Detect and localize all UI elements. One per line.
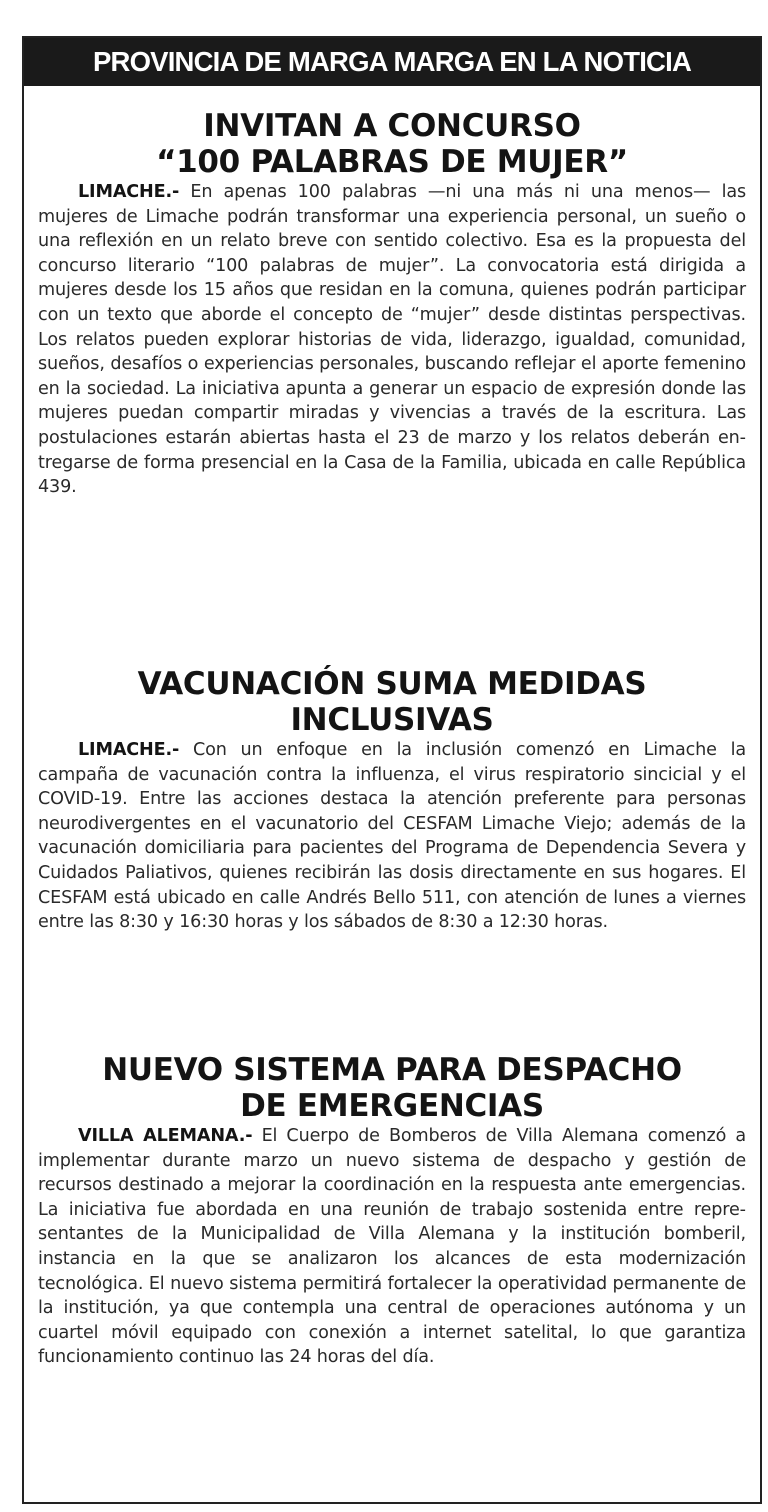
article-concurso (38, 108, 746, 500)
article-text: El Cuerpo de Bomberos de Villa Alemana comenzó a implementar durante marzo un nuevo sistema de despacho y gestión de recursos destinado a mejorar la coordinación en la respuesta ante emergencias. La iniciativa fue abordada en una reunión de trabajo sostenida entre representantes de la Municipalidad de Villa Alemana y la institución bomberil, instancia en la que se analizaron los alcances de esta modernización tecnológica. El nuevo sistema permitirá fortalecer la operatividad permanente de la institución, ya que contempla una central de operaciones autónoma y un cuartel móvil equipado con conexión a internet satelital, lo que garantiza funcionamiento continuo las 24 horas del día. (38, 1126, 746, 1368)
article-text: Con un enfoque en la inclusión comenzó en Limache la campaña de vacunación contra la influenza, el virus respiratorio sincicial y el COVID-19. Entre las acciones destaca la atención preferente para personas neurodivergentes en el vacunatorio del CESFAM Limache Viejo; además de la vacunación domiciliaria para pacientes del Programa de Dependencia Severa y Cuidados Paliativos, quienes recibirán las dosis directamente en sus hogares. El CESFAM está ubicado en calle Andrés Bello 511, con atención de lunes a viernes entre las 8:30 y 16:30 horas y los sábados de 8:30 a 12:30 horas. (38, 740, 746, 933)
headline-line: VACUNACIÓN SUMA MEDIDAS (137, 666, 647, 702)
headline-line: “100 PALABRAS DE MUJER” (156, 144, 628, 180)
article-emergencias (38, 1052, 746, 1370)
dateline: LIMACHE.- (78, 182, 180, 202)
dateline: LIMACHE.- (78, 740, 180, 760)
headline-line: DE EMERGENCIAS (240, 1088, 544, 1124)
article-body (38, 738, 746, 935)
article-vacunacion (38, 666, 746, 935)
news-box (22, 36, 762, 1504)
headline-line: NUEVO SISTEMA PARA DESPACHO (102, 1052, 682, 1088)
section-banner: PROVINCIA DE MARGA MARGA EN LA NOTICIA (24, 38, 760, 86)
article-headline (38, 1052, 746, 1124)
article-text: En apenas 100 palabras —ni una más ni una menos— las mujeres de Limache podrán transformar una experiencia personal, un sueño o una reflexión en un relato breve con sentido colectivo. Esa es la propuesta del concurso literario “100 palabras de mujer”. La convocatoria está dirigida a mujeres desde los 15 años que residan en la comuna, quienes podrán participar con un texto que aborde el concepto de “mujer” desde distintas perspectivas. Los relatos pueden explorar historias de vida, liderazgo, igualdad, comunidad, sueños, desafíos o experiencias personales, buscando reflejar el aporte femenino en la sociedad. La iniciativa apunta a generar un espacio de expresión donde las mujeres puedan compartir miradas y vivencias a través de la escritura. Las postulaciones estarán abiertas hasta el 23 de marzo y los relatos deberán entregarse de forma presencial en la Casa de la Familia, ubicada en calle República 439. (38, 182, 746, 498)
headline-line: INVITAN A CONCURSO (203, 108, 581, 144)
article-headline (38, 666, 746, 738)
headline-line: INCLUSIVAS (290, 702, 494, 738)
article-body (38, 180, 746, 500)
article-body (38, 1124, 746, 1370)
dateline: VILLA ALEMANA.- (78, 1126, 253, 1146)
article-headline (38, 108, 746, 180)
